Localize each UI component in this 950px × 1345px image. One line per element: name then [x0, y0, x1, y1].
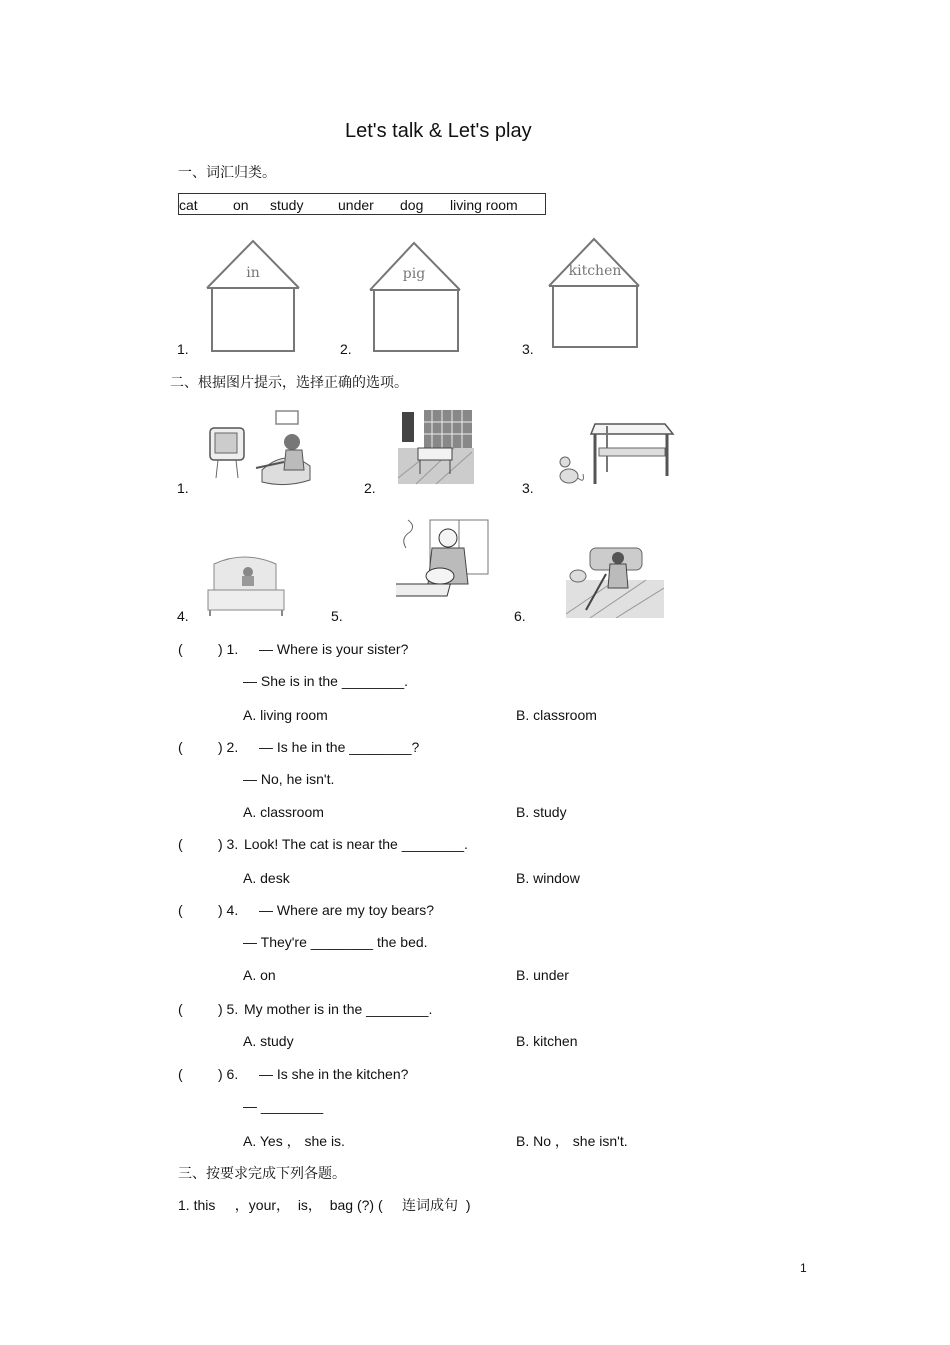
option-a: A. desk [243, 870, 290, 886]
question-line: — Is he in the ________? [259, 739, 420, 755]
option-b: B. window [516, 870, 580, 886]
picture-bed [204, 550, 286, 618]
question-line: — They're ________ the bed. [243, 934, 428, 950]
answer-paren-open: ( [178, 739, 183, 755]
word-bank-item: on [233, 197, 249, 213]
picture-kitchen [396, 518, 492, 610]
question-number: ) 5. [218, 1001, 239, 1017]
option-b: B. study [516, 804, 567, 820]
option-b: B. No ， she isn't. [516, 1133, 628, 1149]
answer-paren-open: ( [178, 836, 183, 852]
house-drawing-1 [205, 238, 301, 354]
picture-living-room [206, 408, 320, 488]
section-2-heading: 二、根据图片提示，选择正确的选项。 [170, 375, 408, 391]
word-bank-item: dog [400, 197, 424, 213]
option-a: A. on [243, 967, 276, 983]
picture-cat-desk [545, 414, 677, 490]
question-line: — No, he isn't. [243, 771, 335, 787]
answer-paren-open: ( [178, 1066, 183, 1082]
question-line: — ________ [243, 1098, 324, 1114]
question-line: — Where is your sister? [259, 641, 409, 657]
answer-paren-open: ( [178, 1001, 183, 1017]
question-line: Look! The cat is near the ________. [244, 836, 468, 852]
word-bank-item: under [338, 197, 374, 213]
answer-paren-open: ( [178, 902, 183, 918]
house-label: kitchen [568, 263, 622, 279]
picture-number: 6. [514, 608, 526, 624]
word-bank-item: living room [450, 197, 518, 213]
word-bank [178, 193, 546, 215]
option-b: B. classroom [516, 707, 597, 723]
question-number: ) 1. [218, 641, 239, 657]
picture-living-room-sweep [566, 544, 664, 618]
question-number: ) 6. [218, 1066, 239, 1082]
option-b: B. under [516, 967, 569, 983]
question-number: ) 2. [218, 739, 239, 755]
picture-study [396, 408, 476, 486]
word-bank-item: study [270, 197, 304, 213]
section-3-item-1: 1. this ，your， is， bag (?) ( 连词成句 ) [178, 1197, 471, 1213]
picture-number: 2. [364, 480, 376, 496]
section-1-heading: 一、词汇归类。 [178, 165, 276, 181]
answer-paren-open: ( [178, 641, 183, 657]
question-line: My mother is in the ________. [244, 1001, 433, 1017]
house-number: 1. [177, 341, 189, 357]
picture-number: 5. [331, 608, 343, 624]
question-line: — She is in the ________. [243, 673, 409, 689]
house-label: pig [402, 266, 426, 282]
house-number: 3. [522, 341, 534, 357]
page-number: 1 [800, 1261, 807, 1275]
question-number: ) 3. [218, 836, 239, 852]
page-title: Let's talk & Let's play [345, 120, 532, 142]
word-bank-item: cat [179, 197, 198, 213]
question-number: ) 4. [218, 902, 239, 918]
house-drawing-2 [368, 240, 464, 354]
picture-number: 4. [177, 608, 189, 624]
option-a: A. study [243, 1033, 294, 1049]
house-number: 2. [340, 341, 352, 357]
question-line: — Where are my toy bears? [259, 902, 435, 918]
option-a: A. Yes ， she is. [243, 1133, 345, 1149]
house-label: in [246, 265, 260, 281]
picture-number: 1. [177, 480, 189, 496]
option-a: A. classroom [243, 804, 324, 820]
section-3-heading: 三、按要求完成下列各题。 [178, 1166, 346, 1182]
picture-number: 3. [522, 480, 534, 496]
option-a: A. living room [243, 707, 328, 723]
house-drawing-3 [547, 236, 643, 350]
option-b: B. kitchen [516, 1033, 578, 1049]
question-line: — Is she in the kitchen? [259, 1066, 409, 1082]
